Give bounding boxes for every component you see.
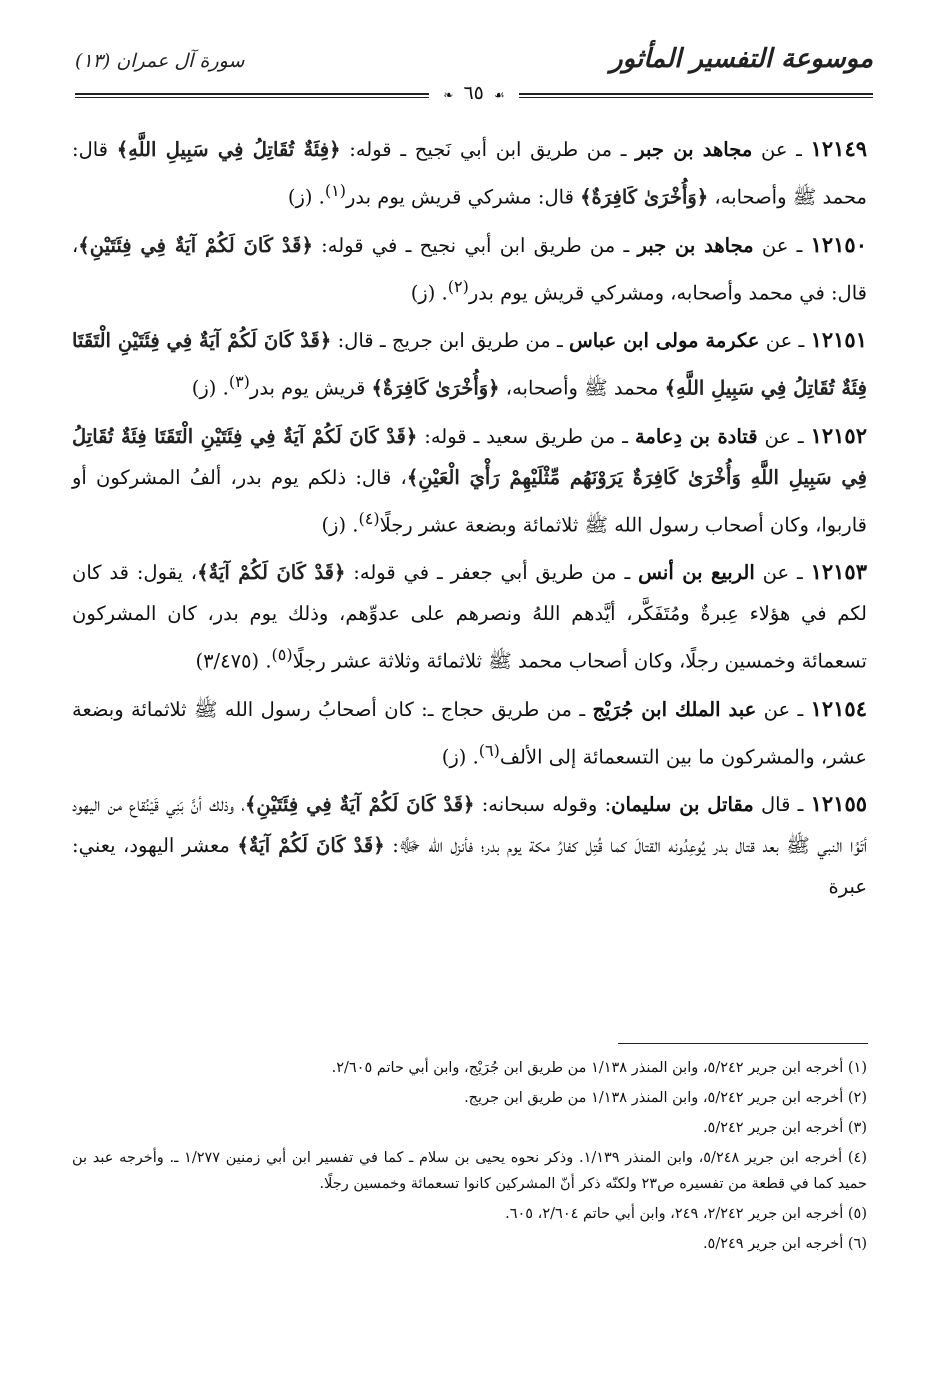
entry-text: ـ عن	[759, 329, 811, 352]
quran-quote: ﴿وَأُخْرَىٰ كَافِرَةٌ﴾	[580, 185, 709, 209]
source-marker: . (ز)	[441, 745, 479, 768]
page-number	[429, 82, 518, 104]
narrator-name: قتادة بن دِعامة	[634, 424, 758, 448]
narrator-name: عبد الملك ابن جُرَيْج	[592, 697, 757, 721]
quran-quote: ﴿فِئَةٌ تُقَاتِلُ فِي سَبِيلِ اللَّهِ﴾	[116, 138, 341, 161]
entry-text: ـ من طريق ابن أبي نَجيح ـ قوله:	[340, 138, 636, 161]
footnote: (٦) أخرجه ابن جرير ٥/٢٤٩.	[702, 1236, 867, 1252]
entry-text: معشر اليهود، يعني: عبرة	[72, 834, 867, 898]
entry-number: ١٢١٥٥	[810, 791, 868, 816]
entry-number: ١٢١٥٤	[810, 695, 867, 721]
entry-text: ـ عن	[757, 424, 811, 448]
footnote-ref: (٢)	[447, 276, 469, 296]
source-marker: . (٣/٤٧٥)	[195, 649, 272, 673]
entry-text: ـ من طريق حجاج ـ: كان أصحابُ رسول الله ﷺ ثلاثمائة وبضعة عشر، والمشركون ما بين التسعمائة إلى الألف	[72, 697, 867, 768]
surah-label: سورة آل عمران (١٣)	[75, 50, 245, 72]
narrator-name: الربيع بن أنس	[638, 561, 755, 584]
entry-text: قال: محمد ﷺ وأصحابه،	[72, 138, 867, 209]
narration-entry	[72, 551, 867, 682]
entry-text: ـ من طريق أبي جعفر ـ في قوله:	[345, 561, 639, 584]
entry-number: ١٢١٥٠	[810, 231, 867, 257]
entry-text: ـ عن	[754, 561, 811, 584]
entry-text: ـ عن	[753, 233, 811, 257]
narration-entry	[72, 688, 867, 778]
main-text	[72, 128, 867, 913]
entry-number: ١٢١٤٩	[810, 136, 868, 161]
entry-text: ـ عن	[752, 138, 811, 161]
quran-quote: ﴿قَدْ كَانَ لَكُمْ آيَةٌ فِي فِئَتَيْنِ الْتَقَتَا فِئَةٌ تُقَاتِلُ فِي سَبِيلِ اللَّهِ﴾	[72, 329, 867, 400]
quran-quote: ﴿قَدْ كَانَ لَكُمْ آيَةٌ﴾	[237, 834, 385, 857]
entry-text: ، يقول: قد كان لكم في هؤلاء عِبرةٌ ومُتَفَكَّر، أيَّدهم اللهُ ونصرهم على عدوِّهم، وذلك يوم بدر، كان المشركون تسعمائة وخمسين رجلًا، وكان أصحاب محمد ﷺ ثلاثمائة وثلاثة عشر رجلًا	[72, 561, 867, 673]
narrator-name: مجاهد بن جبر	[637, 233, 754, 257]
narration-entry	[72, 783, 867, 907]
footnote: (١) أخرجه ابن جرير ٥/٢٤٢، وابن المنذر ١/١٣٨ من طريق ابن جُرَيْج، وابن أبي حاتم ٢/٦٠٥.	[331, 1060, 867, 1076]
quran-quote: ﴿قَدْ كَانَ لَكُمْ آيَةٌ فِي فِئَتَيْنِ﴾	[78, 233, 313, 257]
footnote-ref: (٣)	[228, 372, 250, 391]
entry-number: ١٢١٥٣	[810, 559, 867, 584]
entry-text: قال: مشركي قريش يوم بدر	[345, 185, 581, 209]
entry-text: ـ عن	[756, 697, 811, 721]
footnote: (٣) أخرجه ابن جرير ٥/٢٤٢.	[702, 1120, 867, 1136]
entry-number: ١٢١٥٢	[810, 422, 867, 448]
footnote-ref: (٥)	[271, 645, 293, 664]
page-number-value: ٦٥	[463, 82, 484, 104]
entry-text: ، وذلك أنَّ بَنِي قَيْنُقاع من اليهود أتَوُا النبي ﷺ بعد قتال بدر يُوعِدُونه القتالَ كما قُتِل كفارُ مكة يوم بدر؛ فأنزل الله ﷻ:	[72, 793, 867, 857]
entry-number: ١٢١٥١	[810, 327, 867, 352]
ornament-icon: ❧	[443, 88, 454, 102]
quran-quote: ﴿قَدْ كَانَ لَكُمْ آيَةٌ﴾	[197, 561, 346, 584]
narrator-name: عكرمة مولى ابن عباس	[569, 329, 760, 352]
footnote-ref: (٤)	[358, 508, 380, 528]
footnote: (٢) أخرجه ابن جرير ٥/٢٤٢، وابن المنذر ١/١٣٨ من طريق ابن جريج.	[464, 1090, 867, 1106]
quran-quote: ﴿وَأُخْرَىٰ كَافِرَةٌ﴾	[371, 376, 500, 400]
footnotes	[72, 1055, 867, 1261]
ornament-icon: ☙	[493, 88, 505, 102]
entry-text: ـ من طريق سعيد ـ قوله:	[417, 424, 635, 448]
book-title: موسوعة التفسير المأثور	[610, 44, 873, 74]
entry-text: ـ من طريق ابن أبي نجيح ـ في قوله:	[312, 233, 638, 257]
entry-text: ، قال: في محمد وأصحابه، ومشركي قريش يوم بدر	[72, 233, 867, 304]
narration-entry	[72, 319, 867, 409]
entry-text: ـ قال	[753, 793, 811, 816]
footnote-ref: (١)	[324, 181, 346, 200]
quran-quote: ﴿قَدْ كَانَ لَكُمْ آيَةٌ فِي فِئَتَيْنِ الْتَقَتَا فِئَةٌ تُقَاتِلُ فِي سَبِيلِ اللَّهِ وَأُخْرَىٰ كَافِرَةٌ يَرَوْنَهُم مِّثْلَيْهِمْ رَأْيَ الْعَيْنِ﴾	[72, 424, 867, 489]
source-marker: . (ز)	[321, 513, 359, 536]
running-header	[75, 44, 873, 104]
entry-text: ، قال: ذلكم يوم بدر، ألفُ المشركون أو قاربوا، وكان أصحاب رسول الله ﷺ ثلاثمائة وبضعة عشر رجلًا	[72, 465, 867, 536]
narration-entry	[72, 128, 867, 218]
source-marker: . (ز)	[287, 185, 325, 209]
source-marker: . (ز)	[191, 376, 229, 400]
entry-text: : وقوله سبحانه:	[474, 793, 612, 816]
entry-text: ـ من طريق ابن جريج ـ قال:	[331, 329, 569, 352]
footnote-separator	[618, 1043, 868, 1044]
footnote: (٥) أخرجه ابن جرير ٢/٢٤٢، ٢٤٩، وابن أبي حاتم ٢/٦٠٤، ٦٠٥.	[505, 1206, 867, 1222]
page-number-area	[75, 82, 873, 104]
quran-quote: ﴿قَدْ كَانَ لَكُمْ آيَةٌ فِي فِئَتَيْنِ﴾	[245, 793, 475, 816]
entry-text: قريش يوم بدر	[249, 376, 372, 400]
footnote-ref: (٦)	[478, 740, 500, 760]
narrator-name: مجاهد بن جبر	[635, 138, 753, 161]
narration-entry	[72, 224, 867, 314]
narrator-name: مقاتل بن سليمان	[611, 793, 754, 816]
entry-text: محمد ﷺ وأصحابه،	[499, 376, 665, 400]
source-marker: . (ز)	[410, 281, 448, 304]
narration-entry	[72, 415, 867, 546]
footnote: (٤) أخرجه ابن جرير ٥/٢٤٨، وابن المنذر ١/١٣٩. وذكر نحوه يحيى بن سلام ـ كما في تفسير ابن أبي زمنين ١/٢٧٧ ـ. وأخرجه عبد بن حميد كما في قطعة من تفسيره ص٢٣ ولكنّه ذكر أنّ المشركين كانوا تسعمائة وخمسين رجلًا.	[72, 1150, 867, 1192]
